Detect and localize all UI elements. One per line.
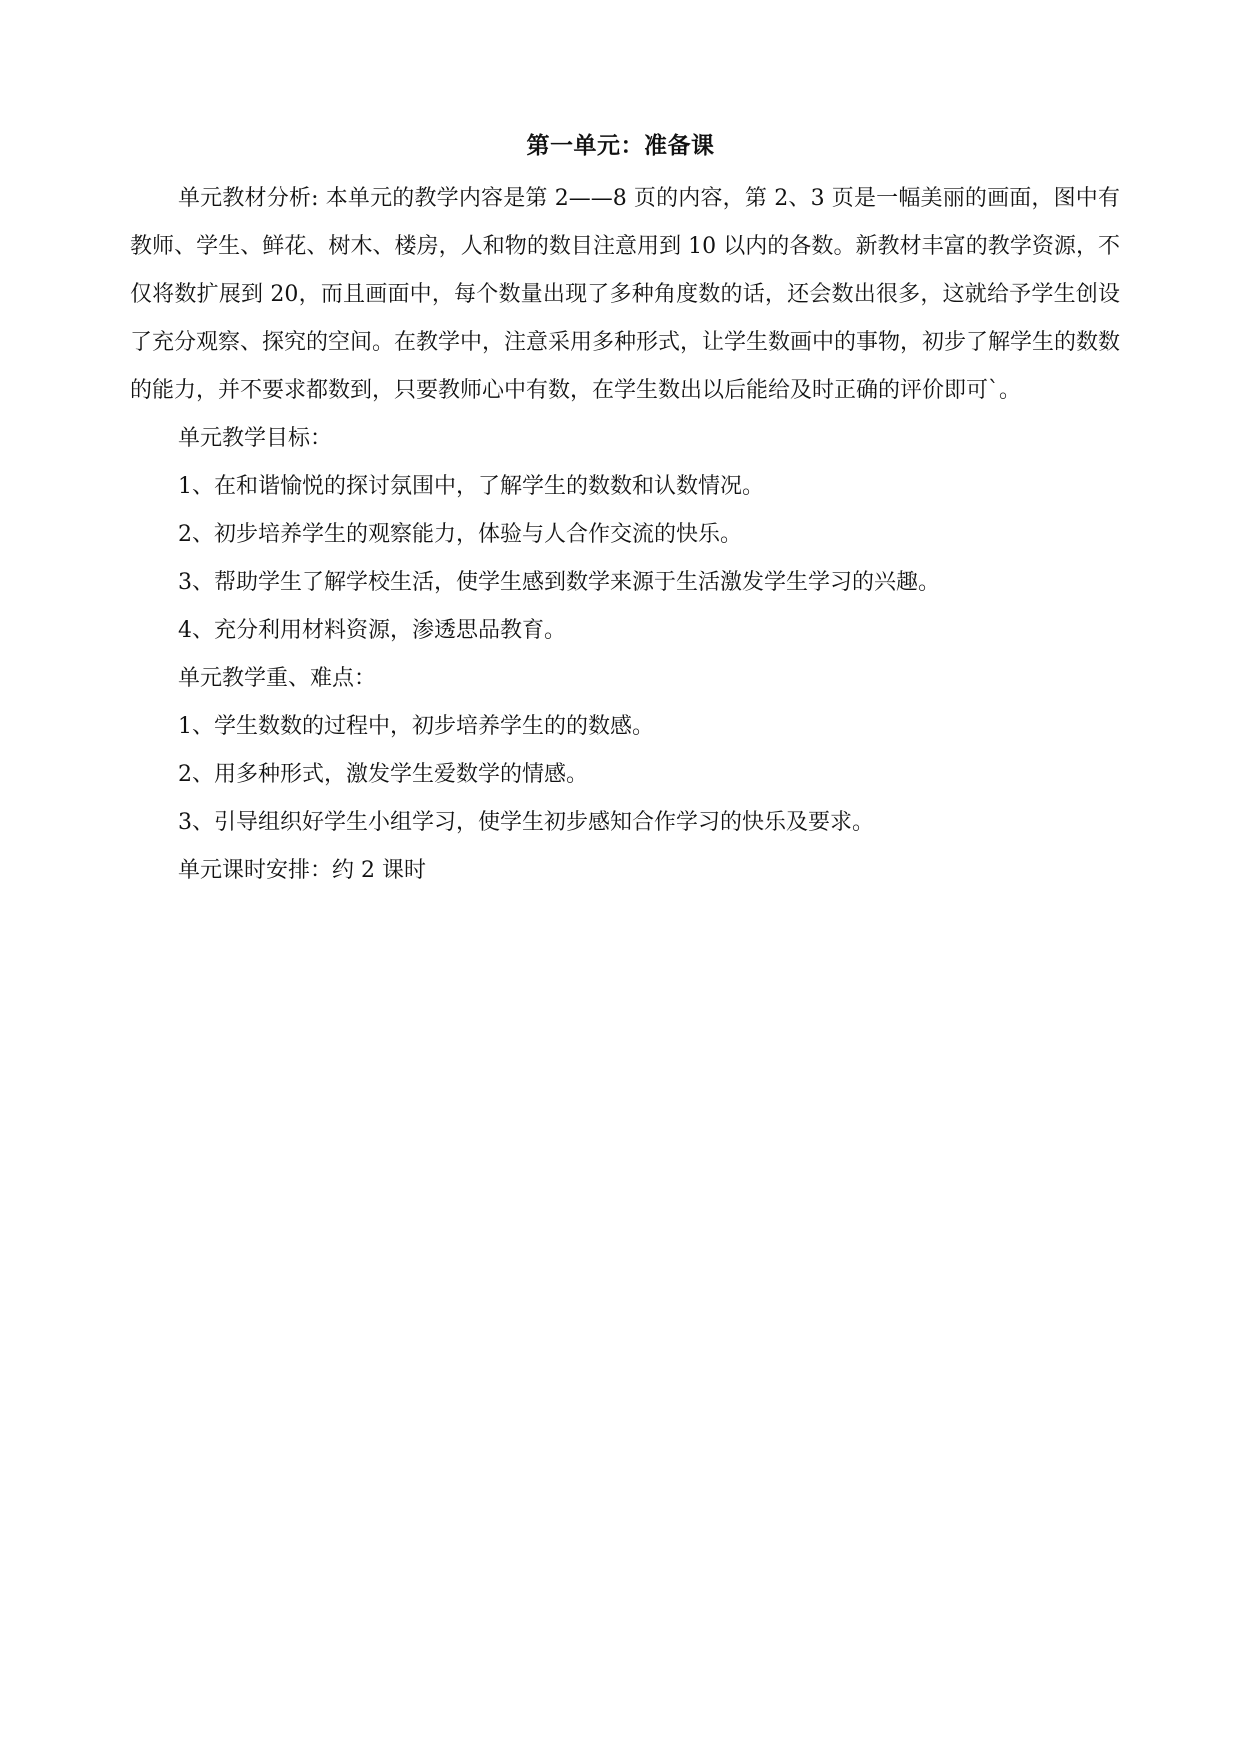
document-body <box>130 175 1120 895</box>
objective-item: 1、在和谐愉悦的探讨氛围中，了解学生的数数和认数情况。 <box>178 474 764 499</box>
key-points-heading: 单元教学重、难点： <box>178 666 377 691</box>
schedule-line: 单元课时安排：约 2 课时 <box>178 858 426 883</box>
page-title: 第一单元：准备课 <box>526 132 715 159</box>
objective-item: 4、充分利用材料资源，渗透思品教育。 <box>178 618 566 643</box>
key-point-item: 3、引导组织好学生小组学习，使学生初步感知合作学习的快乐及要求。 <box>178 810 874 835</box>
unit-analysis-paragraph: 单元教材分析: 本单元的教学内容是第 2——8 页的内容，第 2、3 页是一幅美丽的画面，图中有教师、学生、鲜花、树木、楼房，人和物的数目注意用到 10 以内的各数。新教材丰富的教学资源，不仅将数扩展到 20，而且画面中，每个数量出现了多种角度数的话，还会数出很多，这就给予学生创设了充分观察、探究的空间。在教学中，注意采用多种形式，让学生数画中的事物，初步了解学生的数数的能力，并不要求都数到，只要教师心中有数，在学生数出以后能给及时正确的评价即可`。 <box>130 186 1121 403</box>
objectives-heading: 单元教学目标： <box>178 426 333 451</box>
objective-item: 2、初步培养学生的观察能力，体验与人合作交流的快乐。 <box>178 522 742 547</box>
key-point-item: 2、用多种形式，激发学生爱数学的情感。 <box>178 762 588 787</box>
objective-item: 3、帮助学生了解学校生活，使学生感到数学来源于生活激发学生学习的兴趣。 <box>178 570 940 595</box>
key-point-item: 1、学生数数的过程中，初步培养学生的的数感。 <box>178 714 654 739</box>
